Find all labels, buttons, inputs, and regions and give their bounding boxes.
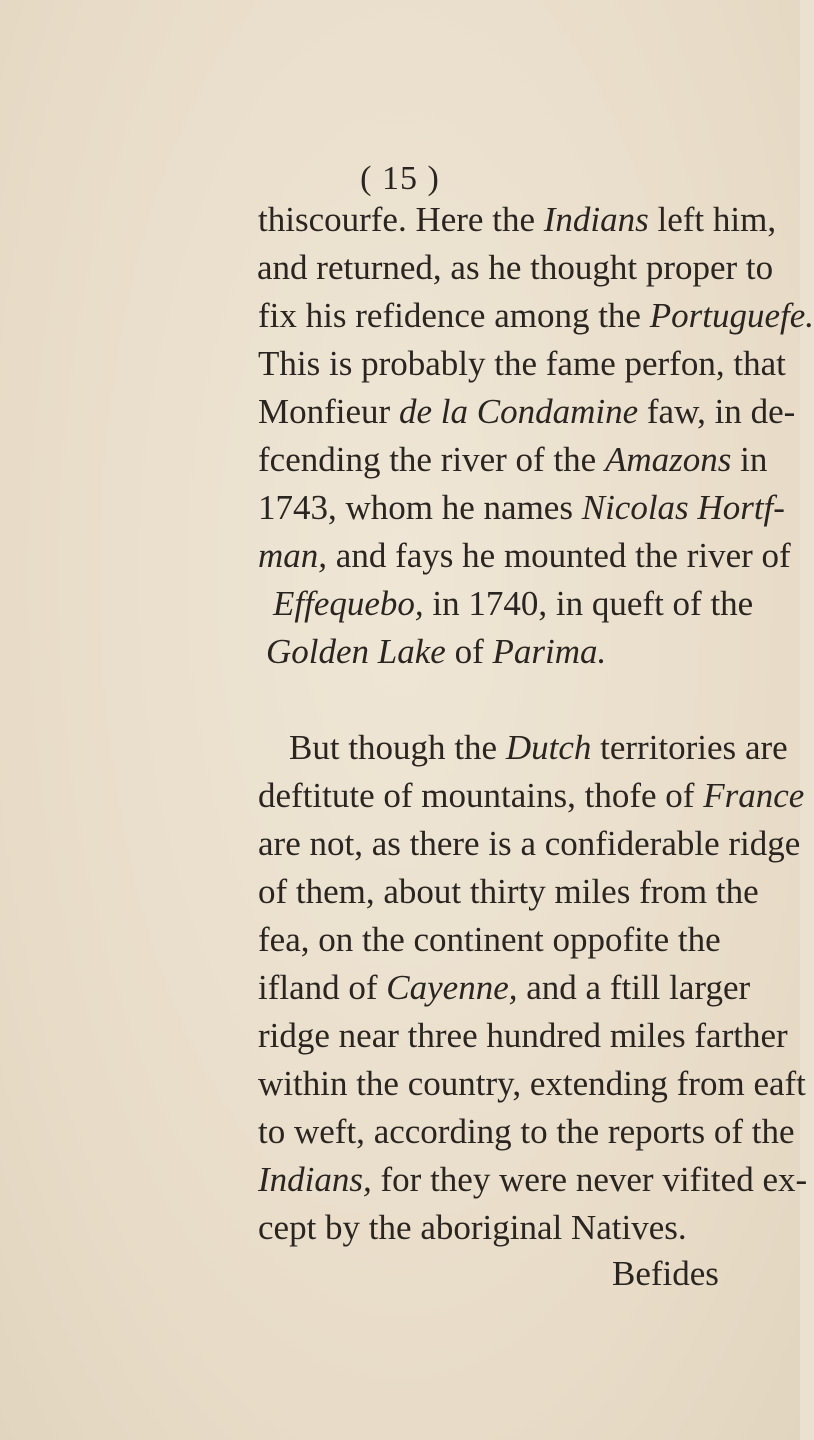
catchword: Befides	[612, 1254, 719, 1293]
book-page: ( 15 ) thiscourfe. Here the Indians left him, and returned, as he thought proper to fix his refidence among the Portuguefe. This is probably the fame perfon, that Monfieur de la Condamine faw, in de- fcending the river of the Amazons in 1743, whom he names Nicolas Hortf- man, and fays he mounted the river of Effequebo, in 1740, in queft of the Golden Lake of Parima. But though the Dutch territories are deftitute of mountains, thofe of France are not, as there is a confiderable ridge of them, about thirty miles from the fea, on the continent oppofite the ifland of Cayenne, and a ftill larger ridge near three hundred miles farther within the country, extending from eaft to weft, according to the reports of the Indians, for they were never vifited ex- cept by the aboriginal Natives. Befides	[0, 0, 800, 1440]
page-number: ( 15 )	[360, 160, 440, 197]
